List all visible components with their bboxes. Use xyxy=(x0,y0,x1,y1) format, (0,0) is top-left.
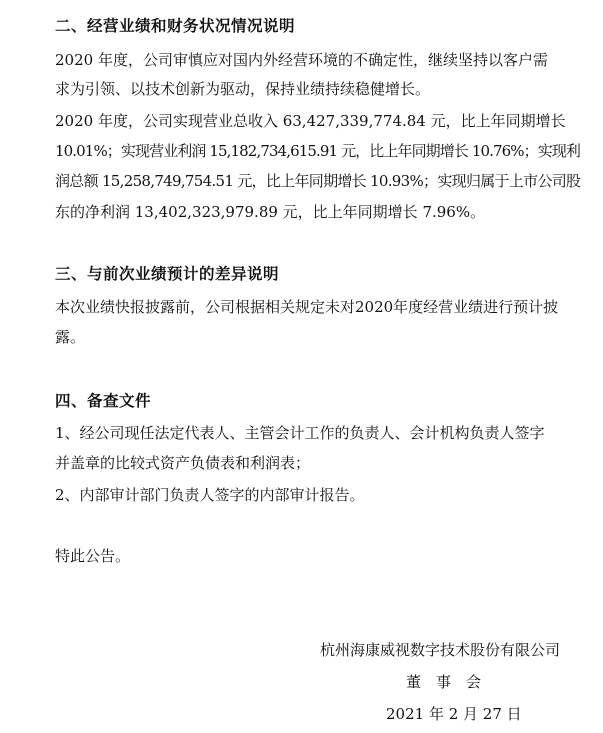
paragraph-line: 露。 xyxy=(55,328,86,346)
list-item: 2、内部审计部门负责人签字的内部审计报告。 xyxy=(55,486,365,504)
paragraph-line: 2020 年度，公司实现营业总收入 63,427,339,774.84 元，比上年同期增长 xyxy=(55,112,566,130)
paragraph-line: 2020 年度，公司审慎应对国内外经营环境的不确定性，继续坚持以客户需 xyxy=(55,51,548,69)
paragraph-line: 东的净利润 13,402,323,979.89 元，比上年同期增长 7.96%。 xyxy=(55,203,486,221)
signature-date: 2021 年 2 月 27 日 xyxy=(386,705,522,723)
list-item-continuation: 并盖章的比较式资产负债表和利润表； xyxy=(55,454,311,472)
signature-company: 杭州海康威视数字技术股份有限公司 xyxy=(320,641,561,659)
section-heading-forecast-diff: 三、与前次业绩预计的差异说明 xyxy=(55,264,280,283)
paragraph-line: 本次业绩快报披露前，公司根据相关规定未对2020年度经营业绩进行预计披 xyxy=(55,298,559,316)
paragraph-line: 10.01%；实现营业利润 15,182,734,615.91 元，比上年同期增长 10.76%；实现利 xyxy=(55,142,581,160)
signature-board: 董 事 会 xyxy=(406,673,482,691)
paragraph-line: 润总额 15,258,749,754.51 元，比上年同期增长 10.93%；实现归属于上市公司股 xyxy=(55,172,581,190)
section-heading-documents: 四、备查文件 xyxy=(55,391,152,410)
paragraph-line: 求为引领、以技术创新为驱动，保持业绩持续稳健增长。 xyxy=(55,80,431,98)
section-heading-operations: 二、经营业绩和财务状况情况说明 xyxy=(55,16,296,35)
list-item: 1、经公司现任法定代表人、主管会计工作的负责人、会计机构负责人签字 xyxy=(55,424,545,442)
closing-text: 特此公告。 xyxy=(55,547,131,565)
